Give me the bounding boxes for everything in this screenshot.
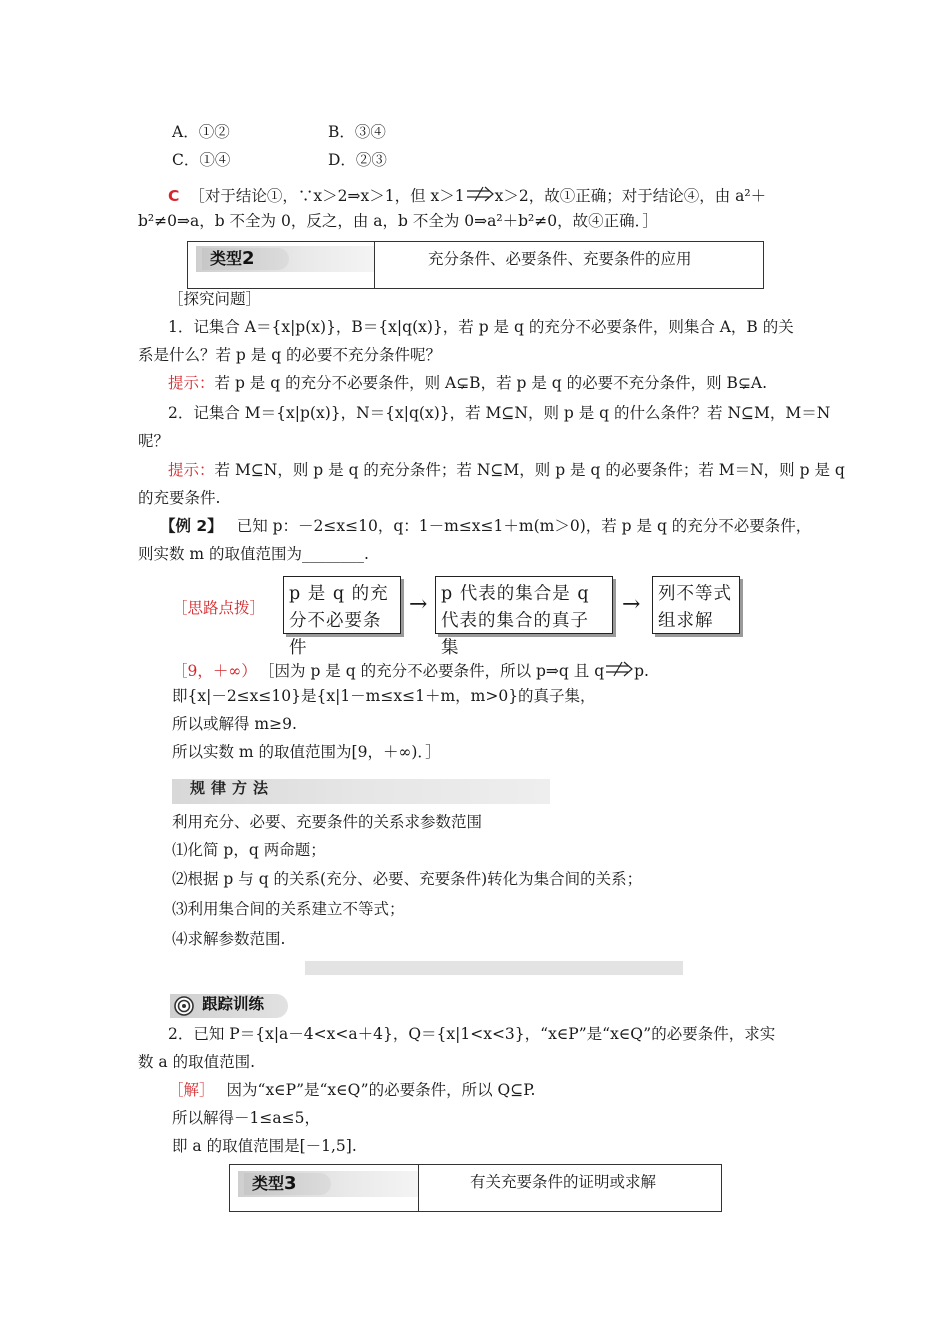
explore-q1-line2: 系是什么？若 p 是 q 的必要不充分条件呢？	[138, 346, 442, 364]
method-step-3: ⑶利用集合间的关系建立不等式；	[172, 900, 405, 918]
hint-1	[168, 376, 767, 392]
solution2-answer: ［9，＋∞）	[172, 662, 257, 680]
hint-2-text: 若 M⊆N，则 p 是 q 的充分条件；若 N⊆M，则 p 是 q 的必要条件；若 M＝N，则 p 是 q	[214, 461, 845, 479]
method-bar	[172, 779, 550, 804]
solution2-text-pre: ［因为 p 是 q 的充分不必要条件，所以 p⇒q 且 q	[266, 662, 605, 680]
answer-1-line1	[168, 186, 766, 205]
type2-divider	[374, 242, 375, 288]
answer-1-text-post: x＞2，故①正确；对于结论④，由 a²＋	[494, 187, 767, 205]
divider-bar	[305, 961, 683, 975]
type3-header	[229, 1164, 722, 1212]
type3-title: 有关充要条件的证明或求解	[470, 1173, 657, 1191]
type2-header	[187, 241, 764, 289]
solution2-line3: 所以或解得 m≥9.	[172, 715, 297, 733]
type3-banner	[238, 1171, 418, 1197]
option-b: B．③④	[328, 123, 386, 141]
option-a: A．①②	[172, 123, 230, 141]
flow-box-2: p 代表的集合是 q 代表的集合的真子集	[435, 576, 613, 634]
solution2-text-post: p.	[634, 662, 649, 680]
option-d: D．②③	[328, 151, 387, 169]
track-solution-label: ［解］	[168, 1081, 215, 1099]
flow-box-3: 列不等式组求解	[652, 576, 740, 634]
explore-q2-line1: 2．记集合 M＝{x|p(x)}，N＝{x|q(x)}，若 M⊆N，则 p 是 q 的什么条件？若 N⊆M，M＝N	[168, 404, 831, 422]
flow-label: ［思路点拨］	[172, 599, 266, 617]
method-intro: 利用充分、必要、充要条件的关系求参数范围	[172, 813, 483, 831]
method-step-2: ⑵根据 p 与 q 的关系(充分、必要、充要条件)转化为集合间的关系；	[172, 870, 643, 888]
solution2-line4: 所以实数 m 的取值范围为[9，＋∞)．］	[172, 743, 441, 761]
track-line1: 2．已知 P＝{x|a－4<x<a＋4}，Q＝{x|1<x<3}，“x∈P”是“x∈Q”的必要条件，求实	[168, 1025, 776, 1043]
not-implies-icon	[604, 661, 634, 675]
type2-title: 充分条件、必要条件、充要条件的应用	[428, 250, 692, 268]
flow-box-1: p 是 q 的充分不必要条件	[283, 576, 401, 634]
type3-chip	[244, 1173, 331, 1195]
hint-2-line2: 的充要条件.	[138, 489, 221, 507]
track-solution-2: 所以解得－1≤a≤5，	[172, 1109, 320, 1127]
track-solution-1	[168, 1083, 535, 1099]
track-solution-3: 即 a 的取值范围是[－1,5].	[172, 1137, 357, 1155]
answer-letter: C	[168, 187, 180, 205]
example2-line1	[160, 519, 811, 535]
type2-num: 2	[242, 248, 255, 269]
hint-2	[168, 463, 845, 479]
track-solution-text: 因为“x∈P”是“x∈Q”的必要条件，所以 Q⊆P.	[226, 1081, 536, 1099]
example2-label: 【例 2】	[160, 517, 223, 535]
not-implies-icon	[465, 186, 495, 200]
flow-arrow-1: →	[409, 592, 428, 617]
track-title: 跟踪训练	[202, 995, 265, 1013]
type2-banner	[196, 246, 374, 272]
method-step-1: ⑴化简 p，q 两命题；	[172, 841, 326, 859]
answer-1-line2: b²≠0⇒a，b 不全为 0，反之，由 a，b 不全为 0⇒a²＋b²≠0，故④正确．］	[138, 212, 658, 230]
solution2-line2: 即{x|－2≤x≤10}是{x|1－m≤x≤1＋m，m>0}的真子集，	[172, 687, 596, 705]
solution2-line1	[172, 661, 649, 680]
hint-2-label: 提示：	[168, 461, 215, 479]
type3-num: 3	[284, 1173, 297, 1194]
track-bar	[170, 994, 288, 1018]
target-icon	[174, 996, 194, 1016]
type2-label: 类型	[210, 249, 243, 268]
type2-chip	[202, 248, 289, 270]
explore-heading: ［探究问题］	[168, 290, 262, 308]
example2-line2: 则实数 m 的取值范围为________.	[138, 545, 369, 563]
method-step-4: ⑷求解参数范围.	[172, 930, 286, 948]
type3-divider	[418, 1165, 419, 1211]
hint-1-label: 提示：	[168, 374, 215, 392]
type3-label: 类型	[252, 1174, 285, 1193]
explore-q2-line2: 呢？	[138, 432, 170, 450]
track-line2: 数 a 的取值范围.	[138, 1053, 256, 1071]
method-title: 规律方法	[190, 779, 275, 797]
answer-1-text-pre: ［对于结论①，∵x＞2⇒x＞1，但 x＞1	[189, 187, 465, 205]
hint-1-text: 若 p 是 q 的充分不必要条件，则 A⊊B，若 p 是 q 的必要不充分条件，则 B⊊A.	[214, 374, 768, 392]
example2-text: 已知 p：－2≤x≤10，q：1－m≤x≤1＋m(m＞0)，若 p 是 q 的充分不必要条件，	[236, 517, 812, 535]
flow-arrow-2: →	[622, 592, 641, 617]
option-c: C．①④	[172, 151, 231, 169]
explore-q1-line1: 1．记集合 A＝{x|p(x)}，B＝{x|q(x)}，若 p 是 q 的充分不必要条件，则集合 A，B 的关	[168, 318, 794, 336]
